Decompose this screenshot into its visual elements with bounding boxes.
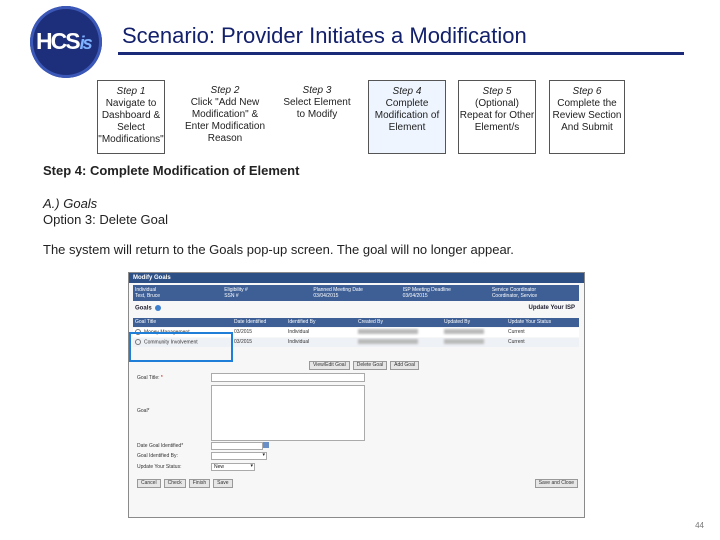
col-date-identified: Date Identified [234, 319, 267, 325]
step-4 [368, 80, 446, 154]
step-5 [458, 80, 536, 154]
updated-by-cell [442, 338, 506, 347]
chevron-down-icon: ▾ [262, 452, 265, 458]
step-3 [280, 80, 354, 154]
cancel-button[interactable]: Cancel [137, 479, 161, 488]
goals-label: Goals [135, 305, 152, 312]
identified-by-select[interactable] [211, 452, 267, 460]
step-1-label: Step 1 [116, 86, 146, 97]
section-title: Step 4: Complete Modification of Element [43, 163, 300, 178]
goal-option: Option 3: Delete Goal [43, 212, 169, 227]
goal-title-cell: Money Management [144, 329, 190, 336]
view-edit-goal-button[interactable]: View/Edit Goal [309, 361, 350, 370]
step-5-label: Step 5 [482, 86, 512, 97]
save-and-close-button[interactable]: Save and Close [535, 479, 578, 488]
info-individual: Individual Test, Bruce [135, 287, 161, 299]
step-2-label: Step 2 [210, 85, 240, 96]
step-6 [549, 80, 625, 154]
step-3-text: Select Element to Modify [283, 97, 351, 120]
goals-header [135, 305, 579, 315]
goal-title-cell: Community Involvement [144, 339, 198, 346]
date-identified-label: Date Goal Identified* [137, 443, 184, 449]
modify-goals-screenshot [128, 272, 585, 518]
col-identified-by: Identified By [288, 319, 316, 325]
goal-textarea[interactable] [211, 385, 365, 441]
date-cell: 03/2015 [234, 339, 253, 345]
step-6-label: Step 6 [572, 86, 602, 97]
col-updated-by: Updated By [444, 319, 471, 325]
update-isp-link[interactable]: Update Your ISP [528, 305, 575, 311]
bottom-buttons [137, 479, 233, 488]
created-by-cell [356, 338, 442, 347]
info-planned-date: Planned Meeting Date 03/04/2015 [313, 287, 363, 299]
info-icon[interactable] [155, 305, 161, 311]
step-2 [184, 80, 266, 154]
created-by-cell [356, 328, 442, 337]
step-5-text: (Optional) Repeat for Other Element/s [459, 98, 535, 133]
modify-goals-title: Modify Goals [129, 273, 584, 283]
add-goal-button[interactable]: Add Goal [390, 361, 419, 370]
selection-highlight [129, 332, 233, 362]
identified-by-cell: Individual [288, 339, 310, 345]
step-2-text: Click "Add New Modification" & Enter Modification Reason [184, 97, 266, 144]
page-title: Scenario: Provider Initiates a Modification [122, 23, 527, 48]
step-1-text: Navigate to Dashboard & Select "Modifications" [98, 98, 164, 145]
delete-goal-button[interactable]: Delete Goal [353, 361, 387, 370]
hcsis-logo-text: HCSis [36, 28, 91, 54]
col-status: Update Your Status [508, 319, 552, 325]
update-status-select[interactable]: New ▾ [211, 463, 255, 471]
calendar-icon[interactable] [263, 442, 269, 448]
table-buttons [309, 361, 419, 370]
date-identified-input[interactable] [211, 442, 263, 450]
step-1 [97, 80, 165, 154]
identified-by-cell: Individual [288, 329, 310, 335]
info-deadline: ISP Meeting Deadline 03/04/2015 [402, 287, 451, 299]
date-cell: 03/2015 [234, 329, 253, 335]
goal-title-input[interactable] [211, 373, 365, 382]
goal-label: Goal* [137, 408, 150, 414]
check-button[interactable]: Check [164, 479, 186, 488]
page-number: 44 [695, 521, 704, 530]
finish-button[interactable]: Finish [189, 479, 210, 488]
step-4-text: Complete Modification of Element [374, 98, 440, 133]
status-cell: Current [508, 329, 525, 335]
step-4-label: Step 4 [392, 86, 422, 97]
individual-info-bar [133, 285, 579, 301]
info-eligibility: Eligibility # SSN # [224, 287, 248, 299]
goals-table-header [133, 318, 579, 327]
col-goal-title: Goal Title [135, 319, 157, 325]
body-text: The system will return to the Goals pop-up screen. The goal will no longer appear. [43, 242, 514, 257]
info-coordinator: Service Coordinator Coordinator, Service [491, 287, 538, 299]
col-created-by: Created By [358, 319, 384, 325]
goal-title-label: Goal Title: * [137, 375, 163, 381]
chevron-down-icon: ▾ [250, 463, 253, 469]
step-6-text: Complete the Review Section And Submit [552, 98, 622, 133]
updated-by-cell [442, 328, 506, 337]
identified-by-label: Goal Identified By: [137, 453, 178, 459]
title-divider [118, 52, 684, 55]
step-3-label: Step 3 [302, 85, 332, 96]
goal-heading: A.) Goals [43, 196, 98, 211]
status-cell: Current [508, 339, 525, 345]
update-status-label: Update Your Status: [137, 464, 182, 470]
save-button[interactable]: Save [213, 479, 232, 488]
